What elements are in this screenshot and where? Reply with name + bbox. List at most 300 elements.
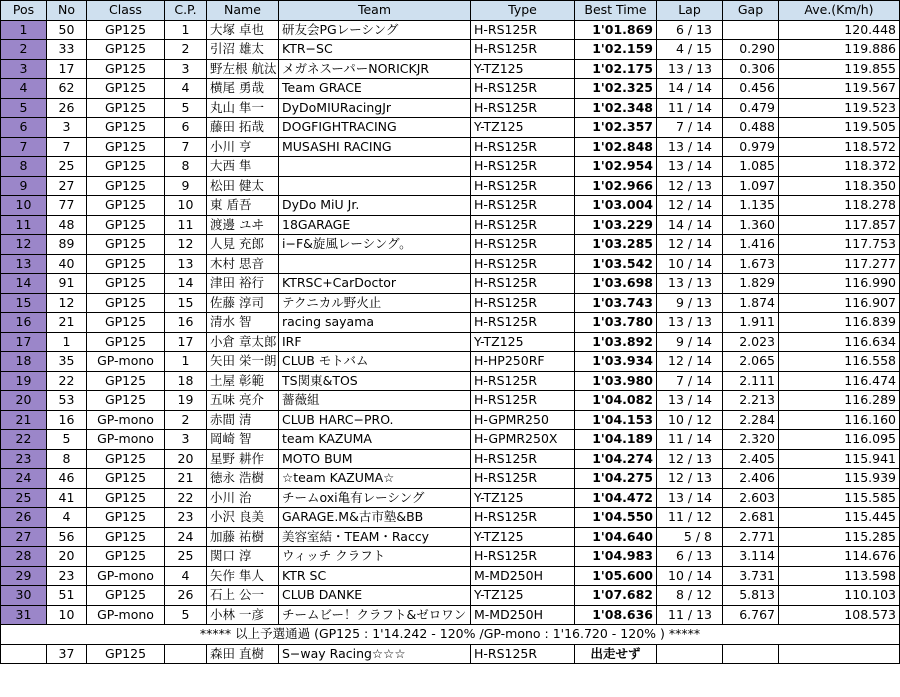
best-time-cell: 1'04.640 xyxy=(575,527,657,547)
lap-cell: 9 / 13 xyxy=(657,293,723,313)
dns-best-time-cell: 出走せず xyxy=(575,644,657,664)
class-cell: GP125 xyxy=(87,332,165,352)
pos-cell: 1 xyxy=(1,20,47,40)
table-row xyxy=(1,566,900,586)
name-cell: 津田 裕行 xyxy=(207,274,279,294)
lap-cell: 12 / 13 xyxy=(657,176,723,196)
team-cell: チームoxi亀有レーシング xyxy=(279,488,471,508)
class-cell: GP125 xyxy=(87,527,165,547)
col-best-time-header: Best Time xyxy=(575,1,657,21)
ave-cell: 116.634 xyxy=(779,332,900,352)
best-time-cell: 1'02.966 xyxy=(575,176,657,196)
dns-no-cell: 37 xyxy=(47,644,87,664)
best-time-cell: 1'04.274 xyxy=(575,449,657,469)
no-cell: 26 xyxy=(47,98,87,118)
pos-cell: 17 xyxy=(1,332,47,352)
dns-gap-cell xyxy=(723,644,779,664)
dns-class-cell: GP125 xyxy=(87,644,165,664)
pos-cell: 14 xyxy=(1,274,47,294)
cp-cell: 14 xyxy=(165,274,207,294)
type-cell: H-RS125R xyxy=(471,391,575,411)
cp-cell: 7 xyxy=(165,137,207,157)
ave-cell: 115.445 xyxy=(779,508,900,528)
team-cell: DyDoMIURacingJr xyxy=(279,98,471,118)
table-row xyxy=(1,527,900,547)
best-time-cell: 1'04.983 xyxy=(575,547,657,567)
class-cell: GP125 xyxy=(87,391,165,411)
type-cell: H-RS125R xyxy=(471,20,575,40)
class-cell: GP125 xyxy=(87,59,165,79)
pos-cell: 8 xyxy=(1,157,47,177)
cp-cell: 23 xyxy=(165,508,207,528)
table-row xyxy=(1,98,900,118)
lap-cell: 12 / 14 xyxy=(657,196,723,216)
table-row xyxy=(1,176,900,196)
name-cell: 東 盾吾 xyxy=(207,196,279,216)
table-row xyxy=(1,371,900,391)
cp-cell: 2 xyxy=(165,40,207,60)
table-row xyxy=(1,391,900,411)
type-cell: H-RS125R xyxy=(471,293,575,313)
dns-type-cell: H-RS125R xyxy=(471,644,575,664)
no-cell: 62 xyxy=(47,79,87,99)
type-cell: Y-TZ125 xyxy=(471,527,575,547)
table-row xyxy=(1,137,900,157)
best-time-cell: 1'02.954 xyxy=(575,157,657,177)
class-cell: GP125 xyxy=(87,371,165,391)
table-row xyxy=(1,586,900,606)
team-cell: ウィッチ クラフト xyxy=(279,547,471,567)
type-cell: H-RS125R xyxy=(471,449,575,469)
name-cell: 関口 淳 xyxy=(207,547,279,567)
col-name-header: Name xyxy=(207,1,279,21)
table-row xyxy=(1,254,900,274)
col-lap-header: Lap xyxy=(657,1,723,21)
no-cell: 5 xyxy=(47,430,87,450)
cp-cell: 12 xyxy=(165,235,207,255)
name-cell: 小沢 良美 xyxy=(207,508,279,528)
type-cell: H-RS125R xyxy=(471,176,575,196)
pos-cell: 19 xyxy=(1,371,47,391)
ave-cell: 115.585 xyxy=(779,488,900,508)
name-cell: 大西 隼 xyxy=(207,157,279,177)
type-cell: H-RS125R xyxy=(471,313,575,333)
cp-cell: 6 xyxy=(165,118,207,138)
best-time-cell: 1'08.636 xyxy=(575,605,657,625)
team-cell: KTR SC xyxy=(279,566,471,586)
gap-cell: 0.290 xyxy=(723,40,779,60)
gap-cell: 2.320 xyxy=(723,430,779,450)
class-cell: GP125 xyxy=(87,586,165,606)
pos-cell: 18 xyxy=(1,352,47,372)
best-time-cell: 1'04.275 xyxy=(575,469,657,489)
team-cell: KTRSC+CarDoctor xyxy=(279,274,471,294)
cp-cell: 10 xyxy=(165,196,207,216)
gap-cell: 1.874 xyxy=(723,293,779,313)
name-cell: 土屋 彰範 xyxy=(207,371,279,391)
table-row xyxy=(1,332,900,352)
name-cell: 小川 治 xyxy=(207,488,279,508)
lap-cell: 6 / 13 xyxy=(657,547,723,567)
cp-cell: 13 xyxy=(165,254,207,274)
lap-cell: 7 / 14 xyxy=(657,371,723,391)
dns-name-cell: 森田 直樹 xyxy=(207,644,279,664)
team-cell: KTR−SC xyxy=(279,40,471,60)
gap-cell: 2.213 xyxy=(723,391,779,411)
lap-cell: 10 / 14 xyxy=(657,254,723,274)
gap-cell: 1.829 xyxy=(723,274,779,294)
gap-cell: 2.771 xyxy=(723,527,779,547)
name-cell: 矢作 隼人 xyxy=(207,566,279,586)
pos-cell: 25 xyxy=(1,488,47,508)
class-cell: GP-mono xyxy=(87,352,165,372)
best-time-cell: 1'05.600 xyxy=(575,566,657,586)
gap-cell: 2.284 xyxy=(723,410,779,430)
ave-cell: 116.160 xyxy=(779,410,900,430)
lap-cell: 9 / 14 xyxy=(657,332,723,352)
lap-cell: 8 / 12 xyxy=(657,586,723,606)
table-row xyxy=(1,293,900,313)
gap-cell: 0.306 xyxy=(723,59,779,79)
ave-cell: 116.839 xyxy=(779,313,900,333)
table-row xyxy=(1,430,900,450)
ave-cell: 117.857 xyxy=(779,215,900,235)
table-row xyxy=(1,469,900,489)
class-cell: GP125 xyxy=(87,274,165,294)
col-team-header: Team xyxy=(279,1,471,21)
ave-cell: 119.505 xyxy=(779,118,900,138)
gap-cell: 1.911 xyxy=(723,313,779,333)
best-time-cell: 1'02.848 xyxy=(575,137,657,157)
no-cell: 40 xyxy=(47,254,87,274)
type-cell: H-RS125R xyxy=(471,40,575,60)
lap-cell: 11 / 14 xyxy=(657,430,723,450)
ave-cell: 114.676 xyxy=(779,547,900,567)
ave-cell: 120.448 xyxy=(779,20,900,40)
best-time-cell: 1'04.189 xyxy=(575,430,657,450)
gap-cell: 1.085 xyxy=(723,157,779,177)
pos-cell: 30 xyxy=(1,586,47,606)
col-cp-header: C.P. xyxy=(165,1,207,21)
name-cell: 清水 智 xyxy=(207,313,279,333)
type-cell: H-RS125R xyxy=(471,371,575,391)
gap-cell: 0.488 xyxy=(723,118,779,138)
lap-cell: 13 / 14 xyxy=(657,137,723,157)
pos-cell: 22 xyxy=(1,430,47,450)
lap-cell: 13 / 14 xyxy=(657,391,723,411)
table-row xyxy=(1,449,900,469)
name-cell: 松田 健太 xyxy=(207,176,279,196)
table-row xyxy=(1,157,900,177)
name-cell: 五味 亮介 xyxy=(207,391,279,411)
class-cell: GP-mono xyxy=(87,605,165,625)
cp-cell: 2 xyxy=(165,410,207,430)
cp-cell: 11 xyxy=(165,215,207,235)
name-cell: 野左根 航汰 xyxy=(207,59,279,79)
dns-pos-cell xyxy=(1,644,47,664)
type-cell: Y-TZ125 xyxy=(471,118,575,138)
no-cell: 3 xyxy=(47,118,87,138)
cp-cell: 4 xyxy=(165,79,207,99)
table-row xyxy=(1,59,900,79)
cp-cell: 1 xyxy=(165,352,207,372)
no-cell: 27 xyxy=(47,176,87,196)
table-row xyxy=(1,215,900,235)
table-row xyxy=(1,20,900,40)
pos-cell: 16 xyxy=(1,313,47,333)
ave-cell: 116.095 xyxy=(779,430,900,450)
lap-cell: 5 / 8 xyxy=(657,527,723,547)
best-time-cell: 1'03.892 xyxy=(575,332,657,352)
gap-cell: 5.813 xyxy=(723,586,779,606)
no-cell: 16 xyxy=(47,410,87,430)
team-cell: GARAGE.M&古市塾&BB xyxy=(279,508,471,528)
pos-cell: 15 xyxy=(1,293,47,313)
gap-cell: 0.456 xyxy=(723,79,779,99)
lap-cell: 11 / 13 xyxy=(657,605,723,625)
no-cell: 56 xyxy=(47,527,87,547)
gap-cell: 2.023 xyxy=(723,332,779,352)
team-cell: racing sayama xyxy=(279,313,471,333)
team-cell: CLUB DANKE xyxy=(279,586,471,606)
no-cell: 21 xyxy=(47,313,87,333)
cp-cell: 18 xyxy=(165,371,207,391)
pos-cell: 3 xyxy=(1,59,47,79)
gap-cell: 1.416 xyxy=(723,235,779,255)
best-time-cell: 1'04.472 xyxy=(575,488,657,508)
class-cell: GP125 xyxy=(87,254,165,274)
ave-cell: 110.103 xyxy=(779,586,900,606)
team-cell: 薔薇組 xyxy=(279,391,471,411)
team-cell: 研友会PGレーシング xyxy=(279,20,471,40)
no-cell: 35 xyxy=(47,352,87,372)
best-time-cell: 1'03.004 xyxy=(575,196,657,216)
no-cell: 23 xyxy=(47,566,87,586)
type-cell: H-RS125R xyxy=(471,254,575,274)
best-time-cell: 1'03.780 xyxy=(575,313,657,333)
dns-ave-cell xyxy=(779,644,900,664)
best-time-cell: 1'03.743 xyxy=(575,293,657,313)
type-cell: M-MD250H xyxy=(471,605,575,625)
gap-cell: 1.135 xyxy=(723,196,779,216)
no-cell: 77 xyxy=(47,196,87,216)
type-cell: H-HP250RF xyxy=(471,352,575,372)
no-cell: 89 xyxy=(47,235,87,255)
table-row xyxy=(1,313,900,333)
ave-cell: 108.573 xyxy=(779,605,900,625)
dns-team-cell: S−way Racing☆☆☆ xyxy=(279,644,471,664)
cp-cell: 26 xyxy=(165,586,207,606)
type-cell: H-RS125R xyxy=(471,196,575,216)
no-cell: 12 xyxy=(47,293,87,313)
best-time-cell: 1'03.542 xyxy=(575,254,657,274)
lap-cell: 13 / 13 xyxy=(657,313,723,333)
class-cell: GP125 xyxy=(87,235,165,255)
name-cell: 人見 充郎 xyxy=(207,235,279,255)
lap-cell: 13 / 14 xyxy=(657,488,723,508)
best-time-cell: 1'02.159 xyxy=(575,40,657,60)
name-cell: 大塚 卓也 xyxy=(207,20,279,40)
type-cell: H-RS125R xyxy=(471,274,575,294)
gap-cell: 0.479 xyxy=(723,98,779,118)
best-time-cell: 1'03.934 xyxy=(575,352,657,372)
ave-cell: 118.350 xyxy=(779,176,900,196)
cp-cell: 3 xyxy=(165,430,207,450)
no-cell: 20 xyxy=(47,547,87,567)
team-cell: メガネスーパーNORICKJR xyxy=(279,59,471,79)
name-cell: 岡崎 智 xyxy=(207,430,279,450)
pos-cell: 29 xyxy=(1,566,47,586)
best-time-cell: 1'02.357 xyxy=(575,118,657,138)
cp-cell: 3 xyxy=(165,59,207,79)
name-cell: 矢田 栄一朗 xyxy=(207,352,279,372)
ave-cell: 113.598 xyxy=(779,566,900,586)
team-cell: CLUB HARC−PRO. xyxy=(279,410,471,430)
gap-cell: 1.097 xyxy=(723,176,779,196)
name-cell: 木村 思音 xyxy=(207,254,279,274)
best-time-cell: 1'01.869 xyxy=(575,20,657,40)
no-cell: 22 xyxy=(47,371,87,391)
pos-cell: 10 xyxy=(1,196,47,216)
class-cell: GP125 xyxy=(87,449,165,469)
best-time-cell: 1'02.175 xyxy=(575,59,657,79)
gap-cell: 6.767 xyxy=(723,605,779,625)
team-cell: team KAZUMA xyxy=(279,430,471,450)
team-cell xyxy=(279,254,471,274)
cp-cell: 24 xyxy=(165,527,207,547)
cp-cell: 25 xyxy=(165,547,207,567)
pos-cell: 20 xyxy=(1,391,47,411)
no-cell: 8 xyxy=(47,449,87,469)
pos-cell: 24 xyxy=(1,469,47,489)
type-cell: H-RS125R xyxy=(471,79,575,99)
name-cell: 小林 一彦 xyxy=(207,605,279,625)
ave-cell: 118.572 xyxy=(779,137,900,157)
type-cell: H-RS125R xyxy=(471,469,575,489)
type-cell: H-RS125R xyxy=(471,235,575,255)
lap-cell: 14 / 14 xyxy=(657,215,723,235)
ave-cell: 115.941 xyxy=(779,449,900,469)
team-cell: DyDo MiU Jr. xyxy=(279,196,471,216)
type-cell: Y-TZ125 xyxy=(471,59,575,79)
no-cell: 51 xyxy=(47,586,87,606)
class-cell: GP125 xyxy=(87,547,165,567)
col-gap-header: Gap xyxy=(723,1,779,21)
best-time-cell: 1'03.229 xyxy=(575,215,657,235)
team-cell: 美容室結・TEAM・Raccy xyxy=(279,527,471,547)
team-cell: i−F&旋風レーシング。 xyxy=(279,235,471,255)
lap-cell: 13 / 13 xyxy=(657,274,723,294)
pos-cell: 28 xyxy=(1,547,47,567)
class-cell: GP125 xyxy=(87,157,165,177)
cp-cell: 21 xyxy=(165,469,207,489)
cp-cell: 5 xyxy=(165,605,207,625)
class-cell: GP125 xyxy=(87,313,165,333)
table-row xyxy=(1,605,900,625)
class-cell: GP125 xyxy=(87,98,165,118)
cp-cell: 5 xyxy=(165,98,207,118)
name-cell: 横尾 勇哉 xyxy=(207,79,279,99)
type-cell: H-RS125R xyxy=(471,547,575,567)
name-cell: 小倉 章太郎 xyxy=(207,332,279,352)
class-cell: GP125 xyxy=(87,488,165,508)
pos-cell: 31 xyxy=(1,605,47,625)
pos-cell: 13 xyxy=(1,254,47,274)
class-cell: GP-mono xyxy=(87,566,165,586)
gap-cell: 2.111 xyxy=(723,371,779,391)
no-cell: 7 xyxy=(47,137,87,157)
ave-cell: 116.907 xyxy=(779,293,900,313)
class-cell: GP125 xyxy=(87,40,165,60)
team-cell: テクニカル野火止 xyxy=(279,293,471,313)
table-row xyxy=(1,118,900,138)
no-cell: 33 xyxy=(47,40,87,60)
ave-cell: 119.855 xyxy=(779,59,900,79)
table-row xyxy=(1,410,900,430)
name-cell: 星野 耕作 xyxy=(207,449,279,469)
ave-cell: 116.558 xyxy=(779,352,900,372)
type-cell: Y-TZ125 xyxy=(471,332,575,352)
table-row xyxy=(1,235,900,255)
class-cell: GP125 xyxy=(87,293,165,313)
header-row xyxy=(1,1,900,21)
pos-cell: 5 xyxy=(1,98,47,118)
class-cell: GP125 xyxy=(87,508,165,528)
cp-cell: 15 xyxy=(165,293,207,313)
lap-cell: 11 / 12 xyxy=(657,508,723,528)
lap-cell: 12 / 14 xyxy=(657,235,723,255)
class-cell: GP125 xyxy=(87,118,165,138)
gap-cell: 3.114 xyxy=(723,547,779,567)
lap-cell: 7 / 14 xyxy=(657,118,723,138)
type-cell: H-RS125R xyxy=(471,215,575,235)
type-cell: H-GPMR250 xyxy=(471,410,575,430)
col-no-header: No xyxy=(47,1,87,21)
cp-cell: 20 xyxy=(165,449,207,469)
dns-lap-cell xyxy=(657,644,723,664)
col-type-header: Type xyxy=(471,1,575,21)
class-cell: GP125 xyxy=(87,176,165,196)
type-cell: Y-TZ125 xyxy=(471,586,575,606)
best-time-cell: 1'02.348 xyxy=(575,98,657,118)
type-cell: H-RS125R xyxy=(471,508,575,528)
pos-cell: 12 xyxy=(1,235,47,255)
no-cell: 53 xyxy=(47,391,87,411)
no-cell: 50 xyxy=(47,20,87,40)
no-cell: 25 xyxy=(47,157,87,177)
cp-cell: 9 xyxy=(165,176,207,196)
gap-cell: 2.405 xyxy=(723,449,779,469)
ave-cell: 117.277 xyxy=(779,254,900,274)
cp-cell: 8 xyxy=(165,157,207,177)
ave-cell: 116.289 xyxy=(779,391,900,411)
pos-cell: 6 xyxy=(1,118,47,138)
team-cell: Team GRACE xyxy=(279,79,471,99)
class-cell: GP125 xyxy=(87,196,165,216)
gap-cell: 2.406 xyxy=(723,469,779,489)
no-cell: 4 xyxy=(47,508,87,528)
type-cell: Y-TZ125 xyxy=(471,488,575,508)
table-row xyxy=(1,79,900,99)
best-time-cell: 1'04.082 xyxy=(575,391,657,411)
team-cell: CLUB モトバム xyxy=(279,352,471,372)
cp-cell: 17 xyxy=(165,332,207,352)
team-cell: 18GARAGE xyxy=(279,215,471,235)
class-cell: GP125 xyxy=(87,79,165,99)
pos-cell: 4 xyxy=(1,79,47,99)
name-cell: 渡邊 ユヰ xyxy=(207,215,279,235)
team-cell: MUSASHI RACING xyxy=(279,137,471,157)
